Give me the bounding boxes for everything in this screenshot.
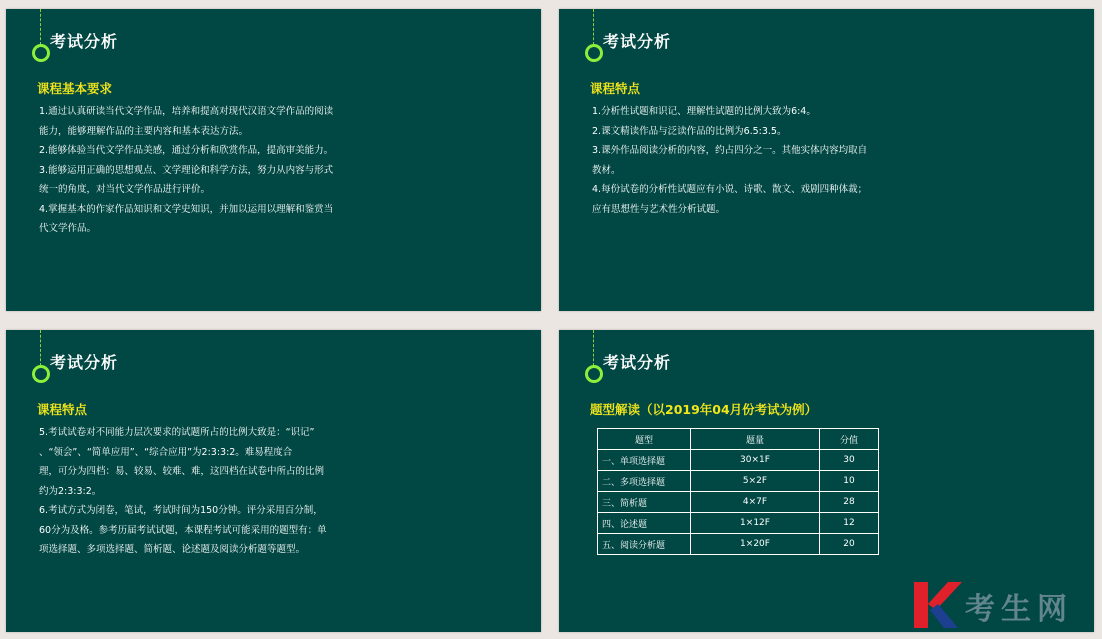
section-title: 课程基本要求	[37, 81, 113, 96]
text-line: 2.课文精读作品与泛读作品的比例为6.5:3.5。	[592, 125, 787, 137]
text-line: 统一的角度，对当代文学作品进行评价。	[39, 184, 211, 195]
table-cell: 三、简析题	[598, 492, 691, 513]
slide-3	[6, 330, 541, 632]
column-header: 分值	[820, 429, 879, 450]
section-title: 课程特点	[37, 402, 88, 417]
slide-title: 考试分析	[50, 353, 119, 372]
table-cell: 20	[820, 534, 879, 555]
text-line: 约为2:3:3:2。	[39, 485, 102, 497]
table-row	[598, 450, 879, 471]
text-line: 6.考试方式为闭卷，笔试，考试时间为150分钟。评分采用百分制，	[39, 505, 323, 516]
pin-ring-icon	[585, 365, 603, 383]
text-line: 能力，能够理解作品的主要内容和基本表达方法。	[39, 125, 249, 137]
text-line: 4.每份试卷的分析性试题应有小说、诗歌、散文、戏剧四种体裁；	[592, 184, 868, 195]
pin-ring-icon	[32, 365, 50, 383]
watermark-logo	[912, 580, 1092, 630]
pin-line	[593, 330, 594, 366]
pin-line	[593, 9, 594, 45]
pin-line	[40, 330, 41, 366]
table-cell: 四、论述题	[598, 513, 691, 534]
question-type-table	[597, 428, 879, 555]
table-cell: 30×1F	[691, 450, 820, 471]
watermark-text: 考生网	[965, 592, 1073, 627]
body-text	[592, 102, 942, 219]
pin-line	[40, 9, 41, 45]
text-line: 应有思想性与艺术性分析试题。	[592, 203, 726, 215]
table-cell: 30	[820, 450, 879, 471]
text-line: 教材。	[592, 164, 621, 176]
table-cell: 10	[820, 471, 879, 492]
table-row	[598, 534, 879, 555]
table-header-row	[598, 429, 879, 450]
slide-2	[559, 9, 1094, 311]
text-line: 项选择题、多项选择题、简析题、论述题及阅读分析题等题型。	[39, 544, 306, 555]
body-text	[39, 102, 389, 239]
section-title: 课程特点	[590, 81, 641, 96]
column-header: 题量	[691, 429, 820, 450]
text-line: 4.掌握基本的作家作品知识和文学史知识，并加以运用以理解和鉴赏当	[39, 203, 334, 215]
table-cell: 5×2F	[691, 471, 820, 492]
column-header: 题型	[598, 429, 691, 450]
table-cell: 12	[820, 513, 879, 534]
k-logo-icon	[912, 580, 964, 630]
table-cell: 1×12F	[691, 513, 820, 534]
text-line: 60分为及格。参考历届考试试题，本课程考试可能采用的题型有：单	[39, 524, 327, 536]
table-row	[598, 513, 879, 534]
table-cell: 4×7F	[691, 492, 820, 513]
table-cell: 1×20F	[691, 534, 820, 555]
table-row	[598, 492, 879, 513]
section-title: 题型解读（以2019年04月份考试为例）	[590, 402, 818, 417]
slide-title: 考试分析	[50, 32, 119, 51]
table-row	[598, 471, 879, 492]
text-line: 1.通过认真研读当代文学作品，培养和提高对现代汉语文学作品的阅读	[39, 106, 334, 117]
text-line: 2.能够体验当代文学作品美感，通过分析和欣赏作品，提高审美能力。	[39, 145, 334, 156]
slide-title: 考试分析	[603, 32, 672, 51]
text-line: 1.分析性试题和识记、理解性试题的比例大致为6:4。	[592, 106, 816, 117]
text-line: 5.考试试卷对不同能力层次要求的试题所占的比例大致是：“识记”	[39, 427, 315, 438]
table-cell: 二、多项选择题	[598, 471, 691, 492]
table-cell: 五、阅读分析题	[598, 534, 691, 555]
body-text	[39, 423, 389, 560]
text-line: 3.课外作品阅读分析的内容，约占四分之一。其他实体内容均取自	[592, 145, 868, 156]
text-line: 、“领会”、“简单应用”、“综合应用”为2:3:3:2。难易程度合	[39, 446, 293, 458]
text-line: 3.能够运用正确的思想观点、文学理论和科学方法，努力从内容与形式	[39, 164, 334, 176]
table-cell: 一、单项选择题	[598, 450, 691, 471]
text-line: 代文学作品。	[39, 223, 97, 234]
pin-ring-icon	[585, 44, 603, 62]
table-cell: 28	[820, 492, 879, 513]
slide-1	[6, 9, 541, 311]
text-line: 理，可分为四档：易、较易、较难、难，这四档在试卷中所占的比例	[39, 466, 325, 477]
slide-title: 考试分析	[603, 353, 672, 372]
pin-ring-icon	[32, 44, 50, 62]
